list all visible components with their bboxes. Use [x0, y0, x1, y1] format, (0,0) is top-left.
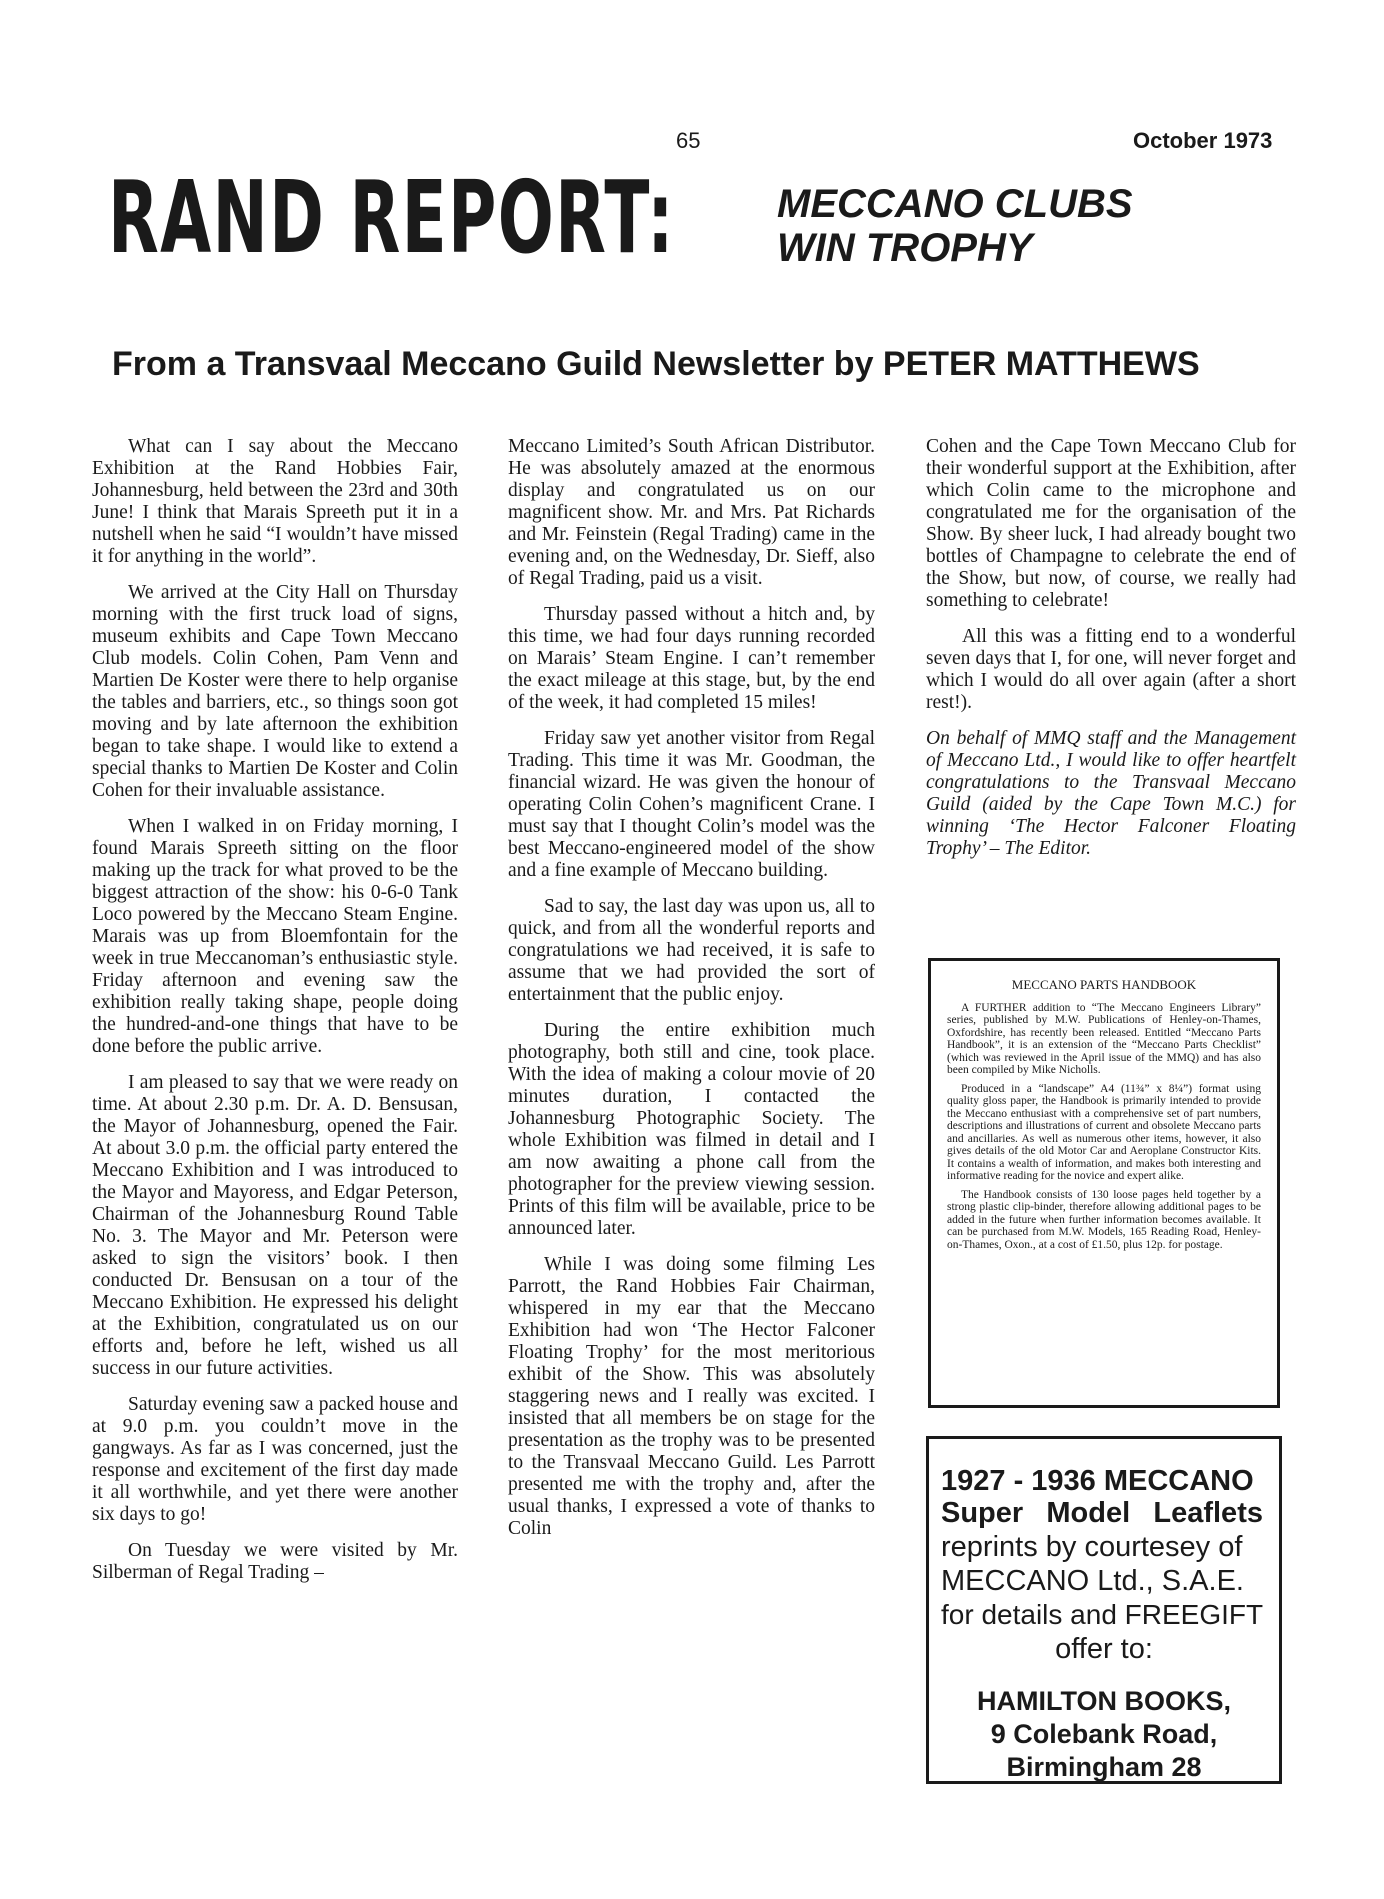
ad-address	[929, 1685, 1279, 1784]
article-paragraph: Sad to say, the last day was upon us, all to quick, and from all the wonderful reports and congratulations we had received, it is safe to assume that we had provided the sort of entertainment that the public enjoy.	[508, 896, 875, 1005]
parts-handbook-paragraph: The Handbook consists of 130 loose pages held together by a strong plastic clip-binder, therefore allowing additional pages to be added in the future when further information becomes available. It can be purchased from M.W. Models, 165 Reading Road, Henley-on-Thames, Oxon., at a cost of £1.50, plus 12p. for postage.	[947, 1188, 1261, 1251]
article-paragraph: Thursday passed without a hitch and, by this time, we had four days running recorded on Marais’ Steam Engine. I can’t remember the exact mileage at this stage, but, by the end of the week, it had completed 15 miles!	[508, 604, 875, 713]
page-number: 65	[676, 128, 701, 153]
editor-note: On behalf of MMQ staff and the Management of Meccano Ltd., I would like to offer heartfelt congratulations to the Transvaal Meccano Guild (aided by the Cape Town M.C.) for winning ‘The Hector Falconer Floating Trophy’ – The Editor.	[926, 728, 1296, 859]
article-paragraph: Saturday evening saw a packed house and at 9.0 p.m. you couldn’t move in the gangways. As far as I was concerned, just the response and excitement of the first day made it all worthwhile, and yet there were another six days to go!	[92, 1394, 458, 1525]
ad-line: reprints by courtesey of	[941, 1531, 1243, 1563]
article-paragraph: When I walked in on Friday morning, I found Marais Spreeth sitting on the floor making up the track for what proved to be the biggest attraction of the show: his 0-6-0 Tank Loco powered by the Meccano Steam Engine. Marais was up from Bloemfontain for the week in true Meccanoman’s enthusiastic style. Friday afternoon and evening saw the exhibition really taking shape, people doing the hundred-and-one things that have to be done before the public arrive.	[92, 816, 458, 1057]
ad-line: for details and FREEGIFT	[941, 1599, 1264, 1630]
byline: From a Transvaal Meccano Guild Newsletter by PETER MATTHEWS	[112, 345, 1200, 383]
ad-address-line: 9 Colebank Road,	[990, 1719, 1218, 1749]
article-column-1	[92, 436, 458, 1598]
headline-line: MECCANO CLUBS	[777, 182, 1133, 226]
article-paragraph: Meccano Limited’s South African Distributor. He was absolutely amazed at the enormous display and congratulated us on our magnificent show. Mr. and Mrs. Pat Richards and Mr. Feinstein (Regal Trading) came in the evening and, on the Wednesday, Dr. Sieff, also of Regal Trading, paid us a visit.	[508, 436, 875, 589]
article-paragraph: What can I say about the Meccano Exhibition at the Rand Hobbies Fair, Johannesburg, held between the 23rd and 30th June! I think that Marais Spreeth put it in a nutshell when he said “I wouldn’t have missed it for anything in the world”.	[92, 436, 458, 567]
ad-address-line: HAMILTON BOOKS,	[977, 1686, 1231, 1716]
masthead-title: RAND REPORT:	[108, 159, 675, 276]
ad-line: MECCANO Ltd., S.A.E.	[941, 1565, 1244, 1597]
article-paragraph: I am pleased to say that we were ready on time. At about 2.30 p.m. Dr. A. D. Bensusan, the Mayor of Johannesburg, opened the Fair. At about 3.0 p.m. the official party entered the Meccano Exhibition and I was introduced to the Mayor and Mayoress, and Edgar Peterson, Chairman of the Johannesburg Round Table No. 3. The Mayor and Mr. Peterson were asked to sign the visitors’ book. I then conducted Dr. Bensusan on a tour of the Meccano Exhibition. He expressed his delight at the Exhibition, congratulated us on our efforts and, before he left, wished us all success in our future activities.	[92, 1072, 458, 1379]
article-paragraph: All this was a fitting end to a wonderful seven days that I, for one, will never forget and which I would do all over again (after a short rest!).	[926, 626, 1296, 713]
ad-line: offer to:	[1055, 1633, 1153, 1665]
parts-handbook-box	[928, 958, 1280, 1408]
article-column-3	[926, 436, 1296, 874]
ad-word: Leaflets	[1153, 1497, 1263, 1529]
article-paragraph: Friday saw yet another visitor from Regal Trading. This time it was Mr. Goodman, the financial wizard. He was given the honour of operating Colin Cohen’s magnificent Crane. I must say that I thought Colin’s model was the best Meccano-engineered model of the show and a fine example of Meccano building.	[508, 728, 875, 881]
article-paragraph: Cohen and the Cape Town Meccano Club for their wonderful support at the Exhibition, after which Colin came to the microphone and congratulated me for the organisation of the Show. By sheer luck, I had already bought two bottles of Champagne to celebrate the end of the Show, but now, of course, we really had something to celebrate!	[926, 436, 1296, 611]
article-paragraph: We arrived at the City Hall on Thursday morning with the first truck load of signs, museum exhibits and Cape Town Meccano Club models. Colin Cohen, Pam Venn and Martien De Koster were there to help organise the tables and barriers, etc., so things soon got moving and by late afternoon the exhibition began to take shape. I would like to extend a special thanks to Martien De Koster and Colin Cohen for their invaluable assistance.	[92, 582, 458, 801]
article-paragraph: While I was doing some filming Les Parrott, the Rand Hobbies Fair Chairman, whispered in my ear that the Meccano Exhibition had won ‘The Hector Falconer Floating Trophy’ for the most meritorious exhibit of the Show. This was absolutely staggering news and I really was excited. I insisted that all members be on stage for the presentation as the trophy was to be presented to the Transvaal Meccano Guild. Les Parrott presented me with the trophy and, after the usual thanks, I expressed a vote of thanks to Colin	[508, 1254, 875, 1539]
issue-date: October 1973	[1133, 128, 1273, 153]
article-paragraph: On Tuesday we were visited by Mr. Silberman of Regal Trading –	[92, 1540, 458, 1583]
ad-word: Model	[1046, 1497, 1131, 1529]
parts-handbook-paragraph: A FURTHER addition to “The Meccano Engineers Library” series, published by M.W. Publications of Henley-on-Thames, Oxfordshire, has recently been released. Entitled “Meccano Parts Handbook”, it is an extension of the “Meccano Parts Checklist” (which was reviewed in the April issue of the MMQ) and has also been compiled by Mike Nicholls.	[947, 1001, 1261, 1076]
ad-word: Super	[941, 1497, 1024, 1529]
article-column-2	[508, 436, 875, 1554]
ad-address-line: Birmingham 28	[1006, 1752, 1202, 1782]
parts-handbook-paragraph: Produced in a “landscape” A4 (11¾” x 8¼”) format using quality gloss paper, the Handbook is primarily intended to provide the Meccano enthusiast with a comprehensive set of part numbers, descriptions and illustrations of current and obsolete Meccano parts and ancillaries. As well as numerous other items, however, it also gives details of the old Motor Car and Aeroplane Constructor Kits. It contains a wealth of information, and makes both interesting and informative reading for the novice and expert alike.	[947, 1082, 1261, 1182]
ad-line	[941, 1497, 1263, 1530]
article-paragraph: During the entire exhibition much photography, both still and cine, took place. With the idea of making a colour movie of 20 minutes duration, I contacted the Johannesburg Photographic Society. The whole Exhibition was filmed in detail and I am now awaiting a phone call from the photographer for the preview viewing session. Prints of this film will be available, price to be announced later.	[508, 1020, 875, 1239]
headline	[777, 182, 1133, 270]
ad-line: 1927 - 1936 MECCANO	[941, 1465, 1254, 1497]
parts-handbook-title: MECCANO PARTS HANDBOOK	[1011, 977, 1197, 992]
reprints-advertisement	[926, 1436, 1282, 1784]
headline-line: WIN TROPHY	[777, 226, 1033, 270]
